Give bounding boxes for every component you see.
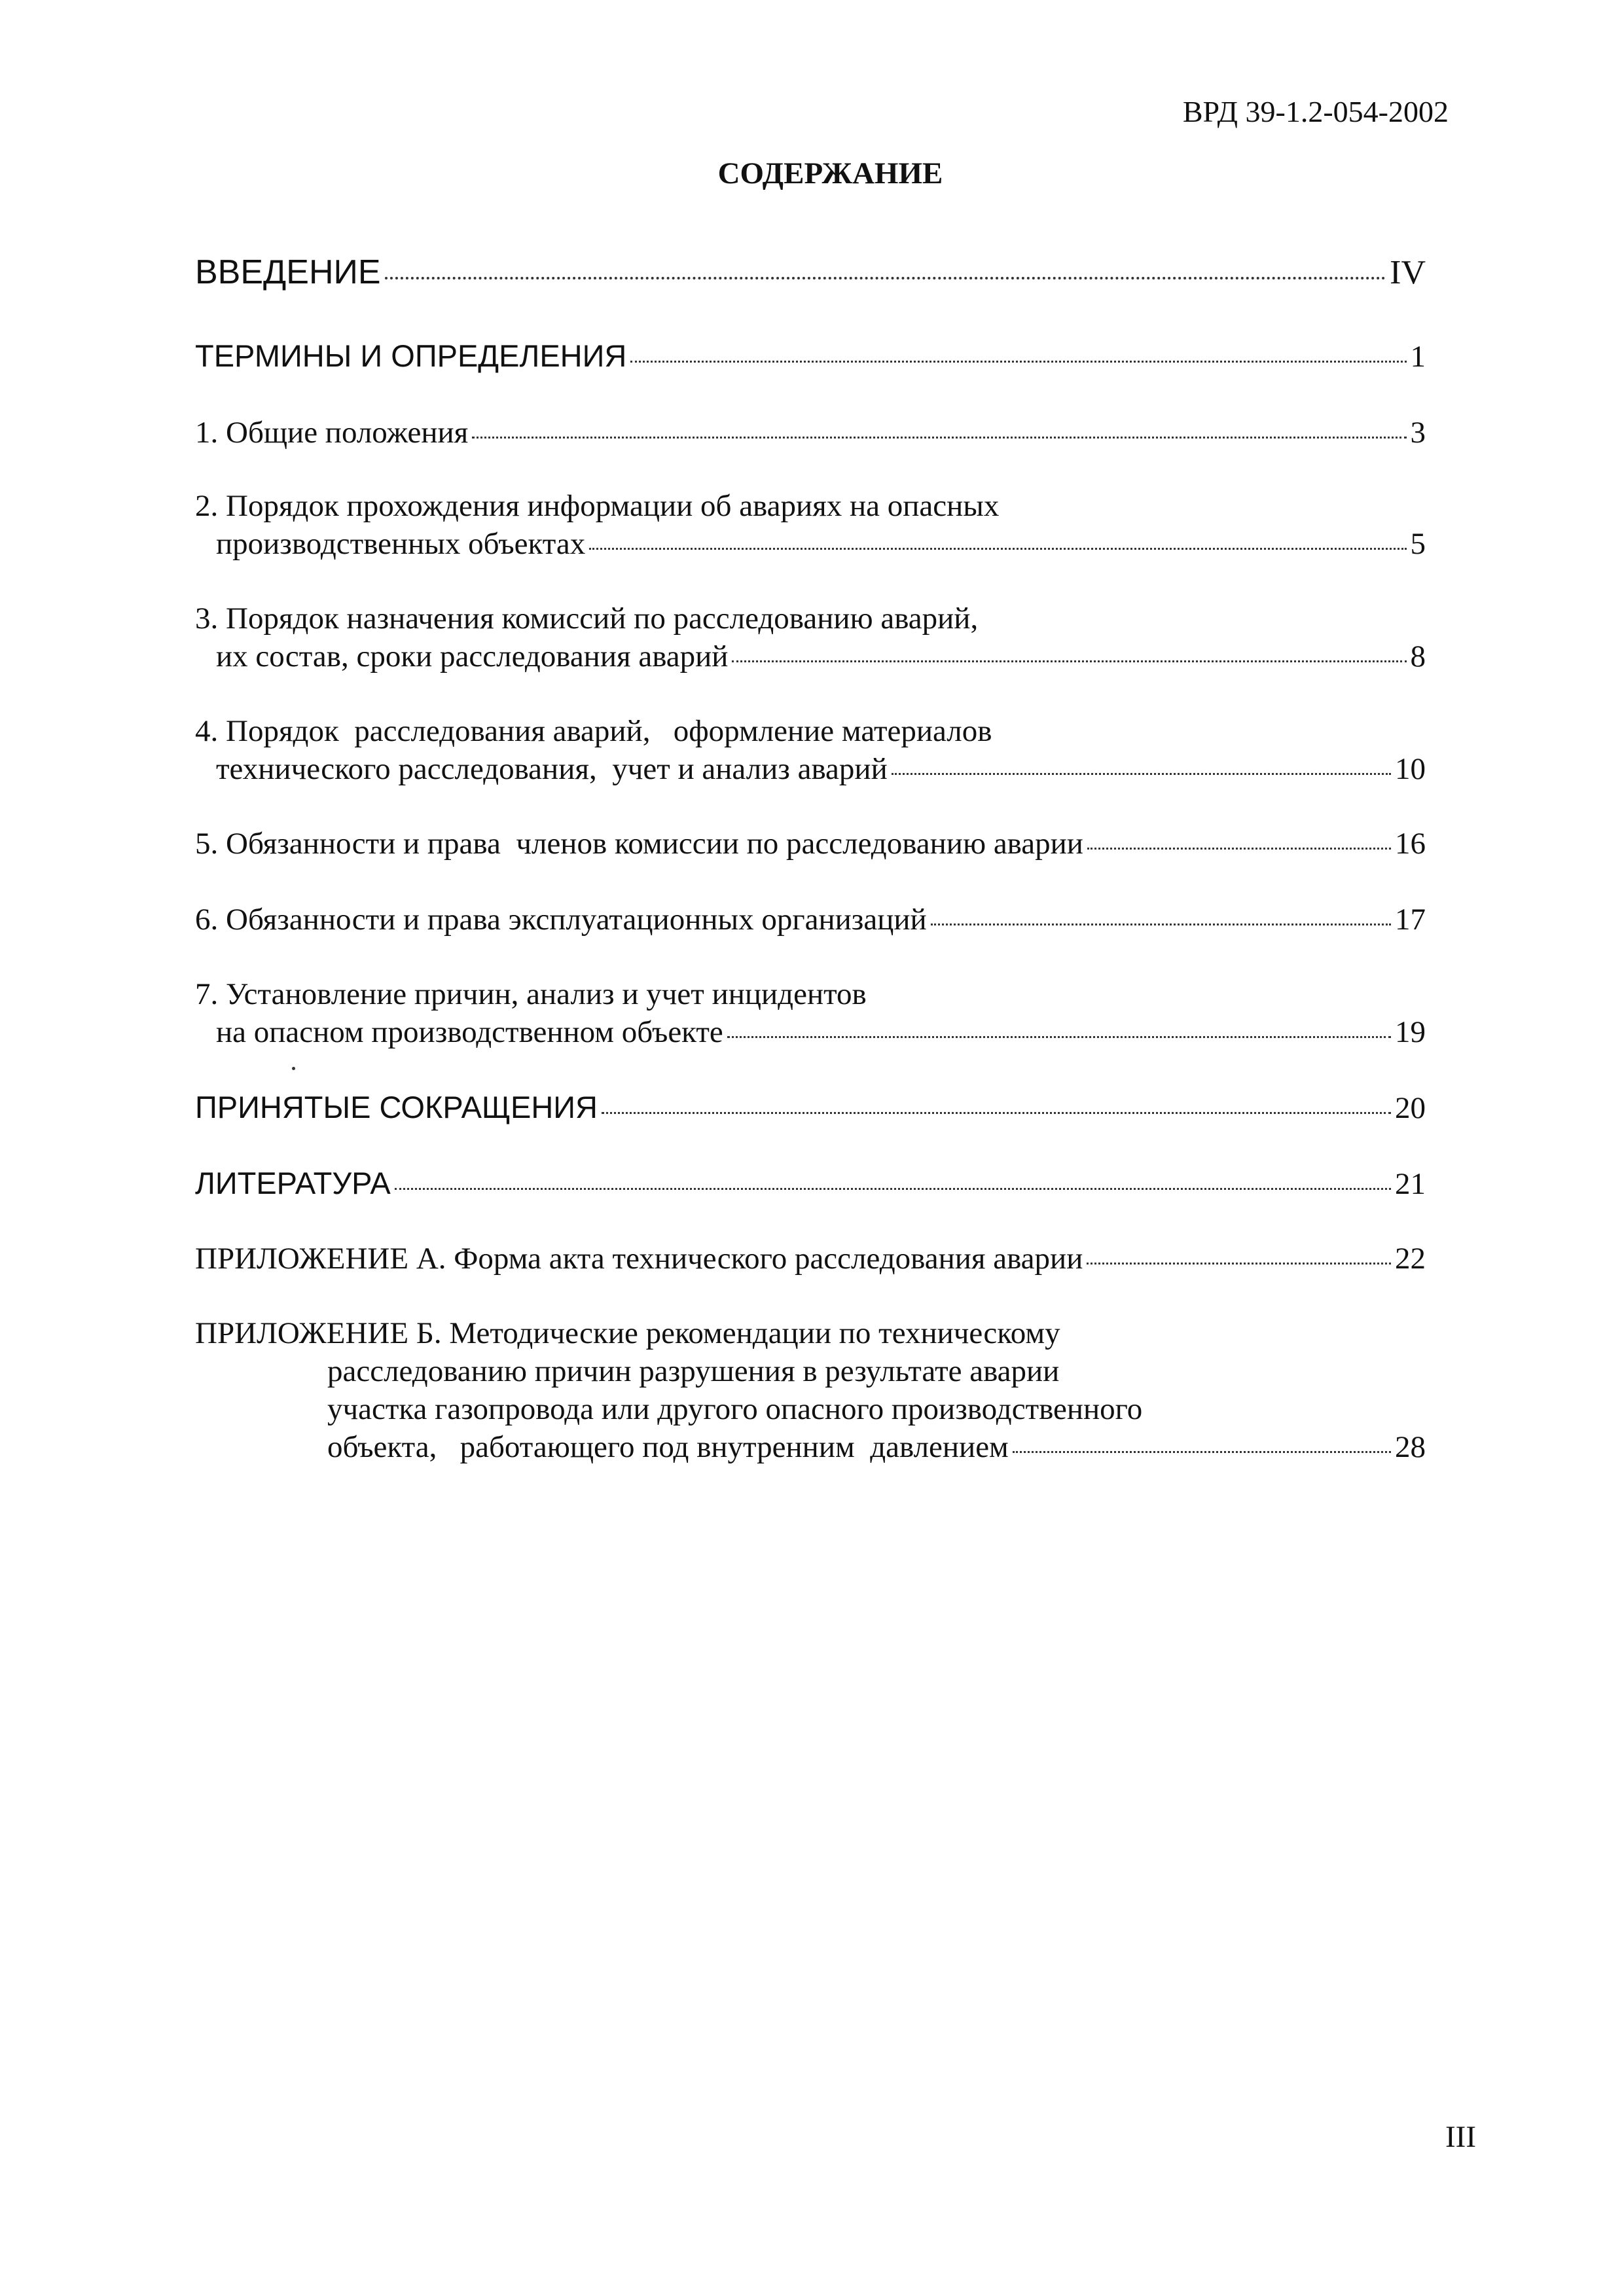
toc-entry-appendix-b-line-1: ПРИЛОЖЕНИЕ Б. Методические рекомендации по техническому xyxy=(195,1316,1060,1350)
dot-leader xyxy=(602,1112,1391,1114)
toc-entry-section-6[interactable] xyxy=(195,905,1426,935)
toc-entry-section-7-line-1: 7. Установление причин, анализ и учет инцидентов xyxy=(195,977,867,1011)
dot-leader xyxy=(385,277,1386,279)
toc-entry-page: 1 xyxy=(1410,340,1426,374)
toc-entry-page: 20 xyxy=(1395,1091,1426,1125)
toc-entry-page: 22 xyxy=(1395,1242,1426,1276)
toc-entry-section-5[interactable] xyxy=(195,829,1426,859)
toc-entry-label: технического расследования, учет и анализ аварий xyxy=(216,752,888,786)
toc-entry-label: ПРИНЯТЫЕ СОКРАЩЕНИЯ xyxy=(195,1090,598,1124)
toc-entry-label: на опасном производственном объекте xyxy=(216,1015,723,1049)
stray-dot xyxy=(292,1067,295,1070)
toc-entry-section-1[interactable] xyxy=(195,418,1426,448)
toc-entry-appendix-b-line-2: расследованию причин разрушения в результате аварии xyxy=(327,1354,1060,1388)
toc-entry-page: 21 xyxy=(1395,1167,1426,1201)
toc-entry-page: 16 xyxy=(1395,827,1426,861)
toc-entry-appendix-b[interactable] xyxy=(327,1432,1426,1463)
toc-entry-label: производственных объектах xyxy=(216,527,586,561)
dot-leader xyxy=(589,548,1406,550)
toc-entry-terms[interactable] xyxy=(195,340,1426,372)
dot-leader xyxy=(732,660,1406,662)
dot-leader xyxy=(1013,1451,1391,1453)
toc-entry-section-4-line-1: 4. Порядок расследования аварий, оформление материалов xyxy=(195,714,992,748)
toc-entry-page: 10 xyxy=(1395,752,1426,786)
toc-entry-label: 5. Обязанности и права членов комиссии по расследованию аварии xyxy=(195,827,1083,861)
toc-entry-page: 3 xyxy=(1410,416,1426,450)
toc-entry-appendix-a[interactable] xyxy=(195,1244,1426,1274)
toc-entry-label: ПРИЛОЖЕНИЕ А. Форма акта технического расследования аварии xyxy=(195,1242,1083,1276)
toc-entry-label: 6. Обязанности и права эксплуатационных организаций xyxy=(195,903,927,937)
dot-leader xyxy=(395,1188,1391,1190)
page-number: III xyxy=(1445,2120,1476,2154)
toc-entry-page: IV xyxy=(1390,254,1426,291)
toc-title: СОДЕРЖАНИЕ xyxy=(717,156,943,190)
toc-entry-appendix-b-line-3: участка газопровода или другого опасного производственного xyxy=(327,1392,1143,1426)
toc-entry-page: 28 xyxy=(1395,1430,1426,1464)
dot-leader xyxy=(931,924,1391,925)
toc-entry-label: объекта, работающего под внутренним давлением xyxy=(327,1430,1009,1464)
toc-entry-abbreviations[interactable] xyxy=(195,1092,1426,1124)
dot-leader xyxy=(727,1036,1391,1038)
toc-entry-section-2-line-1: 2. Порядок прохождения информации об авариях на опасных xyxy=(195,489,1000,523)
dot-leader xyxy=(1087,1263,1391,1265)
toc-entry-literature[interactable] xyxy=(195,1168,1426,1200)
toc-entry-label: ТЕРМИНЫ И ОПРЕДЕЛЕНИЯ xyxy=(195,338,627,373)
toc-entry-section-3-line-1: 3. Порядок назначения комиссий по расследованию аварий, xyxy=(195,601,979,636)
toc-entry-section-3[interactable] xyxy=(216,641,1426,672)
toc-entry-label: ЛИТЕРАТУРА xyxy=(195,1166,391,1200)
toc-entry-label: ВВЕДЕНИЕ xyxy=(195,253,381,291)
toc-entry-page: 19 xyxy=(1395,1015,1426,1049)
dot-leader xyxy=(1087,848,1391,850)
toc-entry-section-7[interactable] xyxy=(216,1017,1426,1048)
toc-entry-introduction[interactable] xyxy=(195,255,1426,290)
toc-entry-page: 17 xyxy=(1395,903,1426,937)
toc-entry-page: 5 xyxy=(1410,527,1426,561)
dot-leader xyxy=(630,361,1406,363)
toc-entry-label: их состав, сроки расследования аварий xyxy=(216,639,729,673)
dot-leader xyxy=(472,437,1406,439)
toc-entry-page: 8 xyxy=(1410,639,1426,673)
document-code: ВРД 39-1.2-054-2002 xyxy=(1182,95,1449,128)
toc-entry-section-4[interactable] xyxy=(216,754,1426,785)
toc-entry-section-2[interactable] xyxy=(216,529,1426,560)
dot-leader xyxy=(892,773,1391,775)
toc-entry-label: 1. Общие положения xyxy=(195,416,469,450)
